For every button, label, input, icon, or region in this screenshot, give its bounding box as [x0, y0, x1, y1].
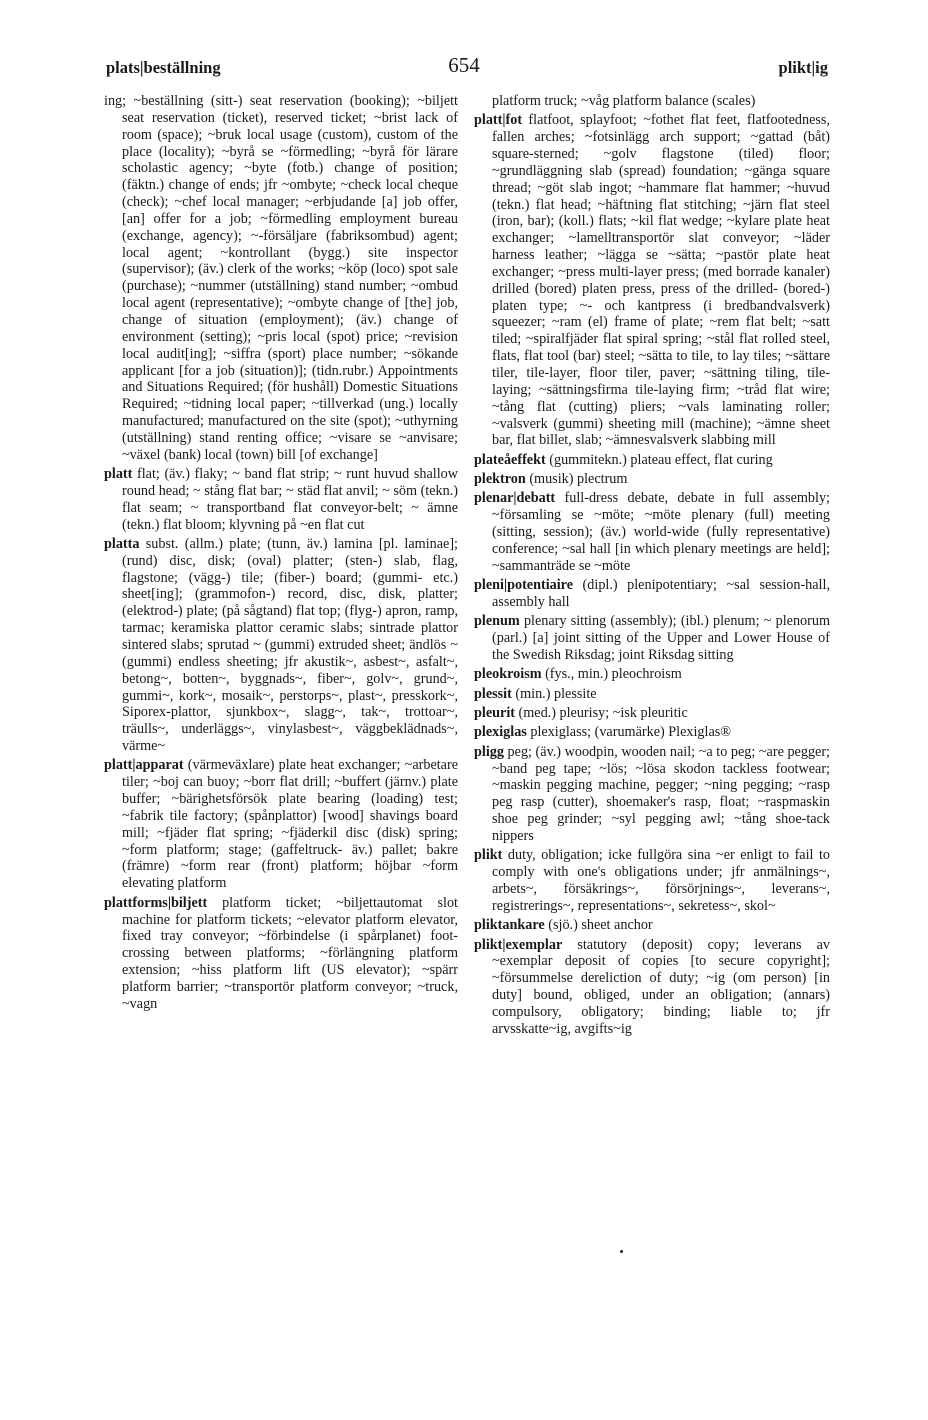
- dictionary-entry: platt flat; (äv.) flaky; ~ band flat strip; ~ runt huvud shallow round head; ~ stång flat bar; ~ städ flat anvil; ~ söm (tekn.) flat seam; ~ transportband flat conveyor-belt; ~ ämne (tekn.) flat bloom; klyvning på ~en flat cut: [104, 466, 458, 533]
- headword: plenar|debatt: [474, 490, 556, 507]
- page-number: 654: [448, 53, 480, 77]
- dictionary-entry: plessit (min.) plessite: [474, 685, 597, 702]
- headword: platt|apparat: [104, 757, 184, 774]
- dictionary-entry: pleurit (med.) pleurisy; ~isk pleuritic: [474, 705, 688, 722]
- header-last-headword: plikt|ig: [778, 58, 828, 77]
- dictionary-entry: plikt duty, obligation; icke fullgöra sina ~er enligt to fail to comply with one's obligations under; jfr anmälnings~, arbets~, försäkrings~, försörjnings~, leverans~, registrerings~, representations~, sekretess~, skol~: [474, 847, 830, 914]
- dictionary-entry: ing; ~beställning (sitt-) seat reservation (booking); ~biljett seat reservation (ticket), reserved ticket; ~brist lack of room (space); ~bruk local usage (custom), custom of the place (locality); ~byrå se ~förmedling; ~byrå för lärare scholastic agency; ~byte (fotb.) change of position; (fäktn.) change of ends; jfr ~ombyte; ~check local cheque (check); ~chef local manager; ~erbjudande [a] job offer, [an] offer for a job; ~förmedling employment bureau (exchange, agency); ~-försäljare (fabriksombud) agent; local agent; ~kontrollant (bygg.) site inspector (supervisor); (äv.) clerk of the works; ~köp (loco) spot sale (purchase); ~nummer (utställning) stand number; ~ombud local agent (representative); ~ombyte change of [the] job, change of situation (employment); (äv.) change of environment (setting); ~pris local (spot) price; ~revision local audit[ing]; ~siffra (sport) place number; ~sökande applicant [for a job (situation)]; (tidn.rubr.) Appointments and Situations Required; (för hushåll) Domestic Situations Required; ~tidning local paper; ~tillverkad (ung.) locally manufactured; manufactured on the site (spot); ~uthyrning (utställning) stand renting office; ~visare se ~anvisare; ~växel (bank) local (town) bill [of exchange]: [104, 93, 458, 463]
- headword: plikt: [474, 847, 503, 864]
- headword: plenum: [474, 613, 520, 630]
- dictionary-entry: platt|fot flatfoot, splayfoot; ~fothet flat feet, flatfootedness, fallen arches; ~fotsinlägg arch support; ~gattad (båt) square-sterned; ~golv flagstone (tiled) floor; ~grundläggning slab (spread) foundation; ~gänga square thread; ~göt slab ingot; ~hammare flat hammer; ~huvud (tekn.) flat head; ~häftning flat stitching; ~järn flat steel (iron, bar); (koll.) flats; ~kil flat wedge; ~kylare plate heat exchanger; ~lamelltransportör slat conveyor; ~läder harness leather; ~lägga se ~sätta; ~pastör plate heat exchanger; ~press multi-layer press; (med borrade kanaler) drilled (bored) platen press, press of the drilled- (bored-) platen type; ~- och kantpress (i bredbandvalsverk) squeezer; ~ram (el) frame of plate; ~rem flat belt; ~satt tiled; ~spiralfjäder flat spiral spring; ~stål flat rolled steel, flats, flat tool (bar) steel; ~sätta to tile, to lay tiles; ~sättare tiler, tile-layer, floor tiler, paver; ~sättning tiling, tile-laying; ~sättningsfirma tile-laying firm; ~tråd flat wire; ~tång flat (cutting) pliers; ~vals laminating roller; ~valsverk (gummi) sheeting mill (machine); ~ämne sheet bar, flat billet, slab; ~ämnesvalsverk slabbing mill: [474, 112, 830, 449]
- dictionary-entry: pleni|potentiaire (dipl.) plenipotentiary; ~sal session-hall, assembly hall: [474, 577, 830, 610]
- headword: pleurit: [474, 705, 515, 722]
- dictionary-entry: platta subst. (allm.) plate; (tunn, äv.) lamina [pl. laminae]; (rund) disc, disk; (oval) platter; (sten-) slab, flag, flagstone; (vägg-) tile; (fiber-) board; (gummi- etc.) sheet[ing]; (grammofon-) record, disc, disk, platter; (elektrod-) plate; (på sågtand) flat top; (flyg-) apron, ramp, tarmac; keramiska plattor ceramic slabs; sintrade plattor sintered slabs; sprutad ~ (gummi) extruded sheet; ändlös ~ (gummi) endless sheeting; jfr akustik~, asbest~, asfalt~, betong~, botten~, byggnads~, fiber~, golv~, grund~, gummi~, kork~, mosaik~, perstorps~, plast~, presskork~, Siporex-plattor, sjunkbox~, slagg~, tak~, trottoar~, träulls~, underläggs~, vinylasbest~, väggbeklädnads~, värme~: [104, 535, 458, 755]
- dictionary-entry: platform truck; ~våg platform balance (scales): [492, 93, 756, 109]
- left-column: [104, 93, 458, 1015]
- ink-dot: [620, 1250, 623, 1253]
- header-first-headword: plats|beställning: [106, 58, 221, 77]
- headword: plessit: [474, 685, 512, 702]
- headword: plattforms|biljett: [104, 894, 208, 911]
- dictionary-entry: platt|apparat (värmeväxlare) plate heat exchanger; ~arbetare tiler; ~boj can buoy; ~borr flat drill; ~buffert (järnv.) plate buffer; ~bärighetsförsök plate bearing (loading) test; ~fabrik tile factory; (spånplattor) [wood] shavings board mill; ~fjäder flat spring; ~fjäderkil disc (disk) spring; ~form platform; stage; (gaffeltruck- äv.) pallet; bakre (främre) ~form rear (front) platform; höjbar ~form elevating platform: [104, 757, 458, 892]
- dictionary-entry: pligg peg; (äv.) woodpin, wooden nail; ~a to peg; ~are pegger; ~band peg tape; ~lös; ~lösa skodon tackless footwear; ~maskin pegging machine, pegger; ~ning pegging; ~rasp peg rasp (cutter), shoemaker's rasp, float; ~raspmaskin shoe peg grinder; ~syl pegging awl; ~tång shoe-tack nippers: [474, 743, 830, 844]
- dictionary-entry: plikt|exemplar statutory (deposit) copy; leverans av ~exemplar deposit of copies [to secure copyright]; ~försummelse dereliction of duty; ~ig (om person) [in duty] bound, obliged, under an obligation; (annars) compulsory, obligatory; binding; liable to; jfr arvsskatte~ig, avgifts~ig: [474, 936, 830, 1037]
- dictionary-entry: plektron (musik) plectrum: [474, 471, 628, 488]
- dictionary-entry: pleokroism (fys., min.) pleochroism: [474, 666, 682, 683]
- headword: platt: [104, 466, 133, 483]
- headword: plektron: [474, 471, 526, 488]
- headword: plateåeffekt: [474, 451, 546, 468]
- headword: platt|fot: [474, 112, 523, 129]
- headword: pleokroism: [474, 666, 542, 683]
- headword: plexiglas: [474, 724, 527, 741]
- dictionary-entry: plattforms|biljett platform ticket; ~biljettautomat slot machine for platform tickets; ~elevator platform elevator, fixed tray conveyor; ~förbindelse (i spårplanet) foot-crossing between platforms; ~förlängning platform extension; ~hiss platform lift (US elevator); ~spärr platform barrier; ~transportör platform conveyor; ~truck, ~vagn: [104, 894, 458, 1012]
- dictionary-entry: plateåeffekt (gummitekn.) plateau effect, flat curing: [474, 451, 773, 468]
- headword: pleni|potentiaire: [474, 577, 574, 594]
- dictionary-entry: plexiglas plexiglass; (varumärke) Plexiglas®: [474, 724, 732, 741]
- headword: pliktankare: [474, 917, 545, 934]
- dictionary-entry: plenar|debatt full-dress debate, debate in full assembly; ~församling se ~möte; ~möte plenary (full) meeting (sitting, session); (äv.) world-wide (fully representative) conference; ~sal hall [in which plenary meetings are held]; ~sammanträde se ~möte: [474, 490, 830, 574]
- right-column: [474, 93, 830, 1040]
- dictionary-entry: plenum plenary sitting (assembly); (ibl.) plenum; ~ plenorum (parl.) [a] joint sitting of the Upper and Lower House of the Swedish Riksdag; joint Riksdag sitting: [474, 613, 830, 663]
- headword: platta: [104, 535, 140, 552]
- headword: pligg: [474, 743, 504, 760]
- dictionary-entry: pliktankare (sjö.) sheet anchor: [474, 917, 653, 934]
- headword: plikt|exemplar: [474, 936, 563, 953]
- page-header: [100, 53, 828, 83]
